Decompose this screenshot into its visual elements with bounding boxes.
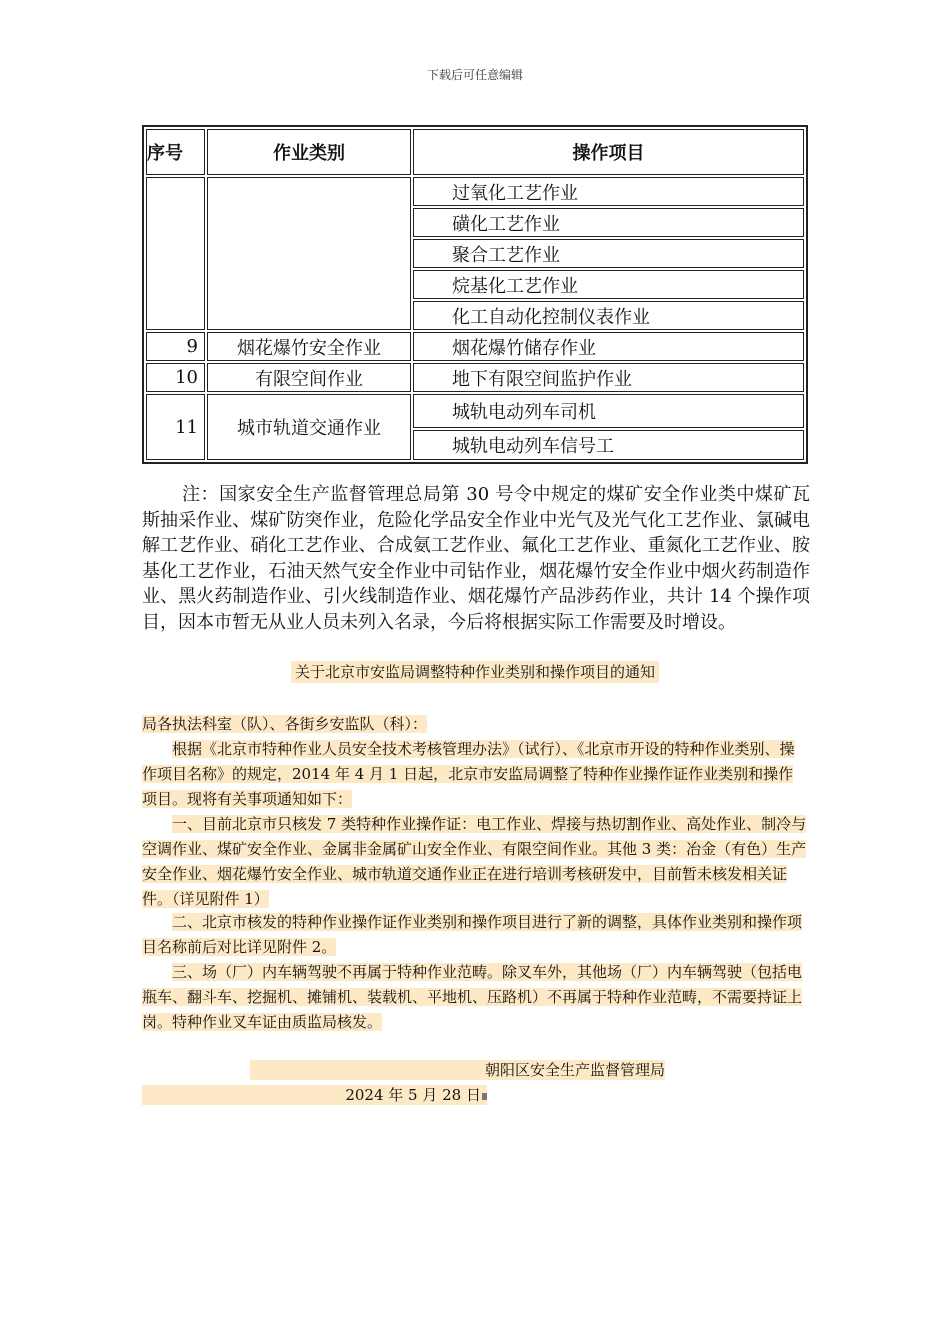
operation-cell: 烟花爆竹储存作业 xyxy=(413,332,804,361)
operation-cell: 过氧化工艺作业 xyxy=(413,177,804,206)
notice-paragraph-1 xyxy=(142,737,808,812)
paragraph-mark-icon xyxy=(482,1093,487,1100)
table-header-row xyxy=(146,129,804,175)
notice-salutation xyxy=(142,712,808,737)
operation-cell: 磺化工艺作业 xyxy=(413,208,804,237)
table-row xyxy=(146,332,804,361)
category-cell: 有限空间作业 xyxy=(207,363,411,392)
work-category-table xyxy=(142,125,808,464)
salutation-text: 局各执法科室（队）、各街乡安监队（科）： xyxy=(142,715,428,733)
date-text: 2024 年 5 月 28 日 xyxy=(345,1086,481,1104)
page-header: 下载后可任意编辑 xyxy=(426,68,523,82)
notice-paragraph-2 xyxy=(142,812,808,912)
seq-cell xyxy=(146,177,205,330)
table-row xyxy=(146,394,804,428)
paragraph-text: 二、北京市核发的特种作业操作证作业类别和操作项目进行了新的调整，具体作业类别和操作项目名称前后对比详见附件 2。 xyxy=(142,913,803,956)
table-row xyxy=(146,177,804,206)
table-row xyxy=(146,363,804,392)
header-category: 作业类别 xyxy=(207,129,411,175)
header-seq: 序号 xyxy=(146,129,205,175)
seq-cell: 9 xyxy=(146,332,205,361)
signature: 朝阳区安全生产监督管理局 xyxy=(250,1060,665,1080)
seq-cell: 11 xyxy=(146,394,205,460)
table-note: 注：国家安全生产监督管理总局第 30 号令中规定的煤矿安全作业类中煤矿瓦斯抽采作业、煤矿防突作业，危险化学品安全作业中光气及光气化工艺作业、氯碱电解工艺作业、硝化工艺作业、合成氨工艺作业、氟化工艺作业、重氮化工艺作业、胺基化工艺作业，石油天然气安全作业中司钻作业，烟花爆竹安全作业中烟火药制造作业、黑火药制造作业、引火线制造作业、烟花爆竹产品涉药作业，共计 14 个操作项目，因本市暂无从业人员未列入名录，今后将根据实际工作需要及时增设。 xyxy=(142,484,810,633)
operation-cell: 城轨电动列车信号工 xyxy=(413,430,804,460)
category-cell: 城市轨道交通作业 xyxy=(207,394,411,460)
seq-cell: 10 xyxy=(146,363,205,392)
notice-paragraph-4 xyxy=(142,960,808,1035)
category-cell: 烟花爆竹安全作业 xyxy=(207,332,411,361)
category-cell xyxy=(207,177,411,330)
operation-cell: 聚合工艺作业 xyxy=(413,239,804,268)
notice-title-text: 关于北京市安监局调整特种作业类别和操作项目的通知 xyxy=(291,661,659,683)
operation-cell: 城轨电动列车司机 xyxy=(413,394,804,428)
operation-cell: 地下有限空间监护作业 xyxy=(413,363,804,392)
operation-cell: 化工自动化控制仪表作业 xyxy=(413,301,804,330)
notice-paragraph-3 xyxy=(142,910,808,960)
paragraph-text: 根据《北京市特种作业人员安全技术考核管理办法》（试行）、《北京市开设的特种作业类别、操作项目名称》的规定，2014 年 4 月 1 日起，北京市安监局调整了特种作业操作证作业类别和操作项目。现将有关事项通知如下： xyxy=(142,740,795,808)
operation-cell: 烷基化工艺作业 xyxy=(413,270,804,299)
paragraph-text: 三、场（厂）内车辆驾驶不再属于特种作业范畴。除叉车外，其他场（厂）内车辆驾驶（包括电瓶车、翻斗车、挖掘机、摊铺机、装载机、平地机、压路机）不再属于特种作业范畴，不需要持证上岗。特种作业叉车证由质监局核发。 xyxy=(142,963,803,1031)
paragraph-text: 一、目前北京市只核发 7 类特种作业操作证：电工作业、焊接与热切割作业、高处作业、制冷与空调作业、煤矿安全作业、金属非金属矿山安全作业、有限空间作业。其他 3 类：冶金（有色）生产安全作业、烟花爆竹安全作业、城市轨道交通作业正在进行培训考核研发中，目前暂未核发相关证件。（详见附件 1） xyxy=(142,815,807,908)
notice-title xyxy=(0,661,950,682)
date-line xyxy=(142,1085,487,1105)
header-operation: 操作项目 xyxy=(413,129,804,175)
